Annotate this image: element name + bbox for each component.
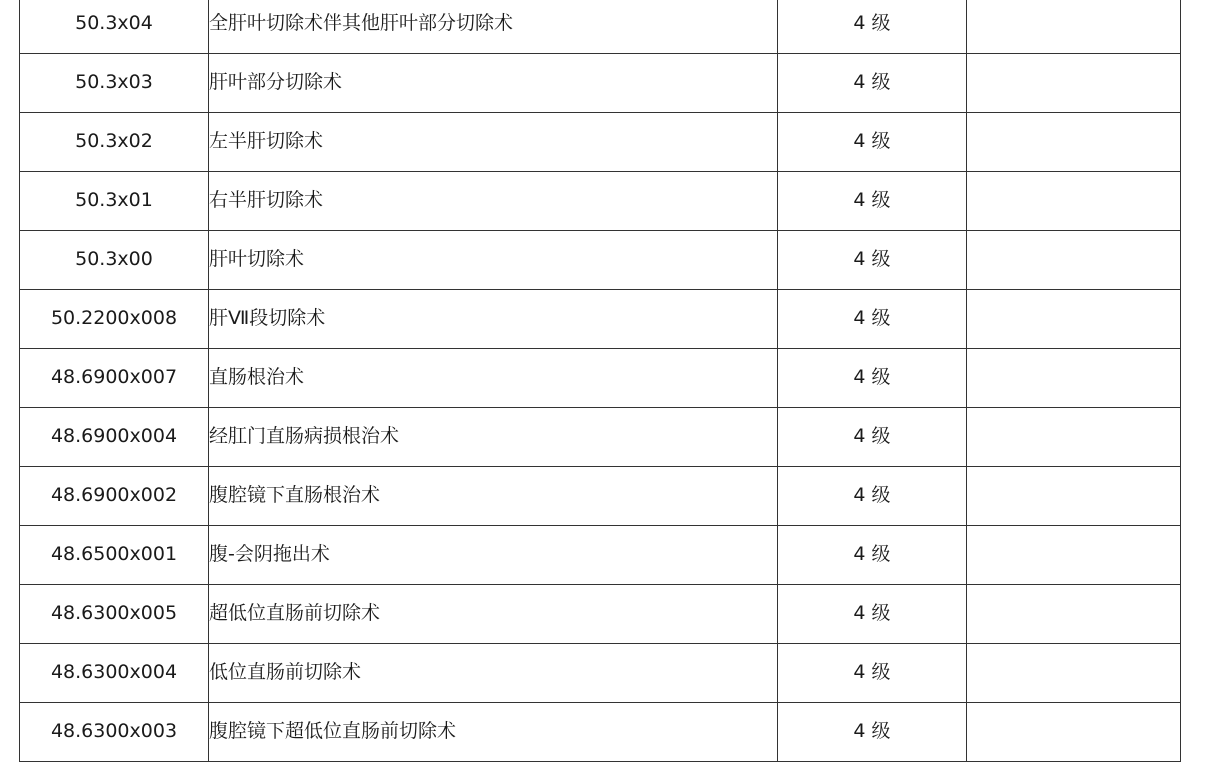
table-row: [20, 702, 1181, 761]
procedure-name-cell: 超低位直肠前切除术: [209, 584, 778, 643]
table-row: [20, 171, 1181, 230]
procedure-note-cell: [967, 112, 1181, 171]
procedure-name-cell: 肝叶切除术: [209, 230, 778, 289]
procedure-name-cell: 腹腔镜下直肠根治术: [209, 466, 778, 525]
table-row: [20, 525, 1181, 584]
procedure-name-cell: 肝叶部分切除术: [209, 53, 778, 112]
procedure-level-cell: 4 级: [778, 407, 967, 466]
procedure-note-cell: [967, 171, 1181, 230]
table-row: [20, 289, 1181, 348]
procedure-table: [19, 0, 1181, 762]
procedure-name-cell: 腹腔镜下超低位直肠前切除术: [209, 702, 778, 761]
table-row: [20, 466, 1181, 525]
procedure-level-cell: 4 级: [778, 53, 967, 112]
procedure-note-cell: [967, 584, 1181, 643]
procedure-level-cell: 4 级: [778, 348, 967, 407]
procedure-code-cell: 48.6300x003: [20, 702, 209, 761]
procedure-code-cell: 48.6900x007: [20, 348, 209, 407]
procedure-note-cell: [967, 53, 1181, 112]
procedure-note-cell: [967, 407, 1181, 466]
procedure-name-cell: 低位直肠前切除术: [209, 643, 778, 702]
procedure-name-cell: 肝Ⅶ段切除术: [209, 289, 778, 348]
procedure-level-cell: 4 级: [778, 643, 967, 702]
procedure-code-cell: 50.3x01: [20, 171, 209, 230]
table-row: [20, 53, 1181, 112]
procedure-note-cell: [967, 0, 1181, 53]
procedure-name-cell: 腹-会阴拖出术: [209, 525, 778, 584]
procedure-level-cell: 4 级: [778, 0, 967, 53]
procedure-level-cell: 4 级: [778, 230, 967, 289]
table-row: [20, 112, 1181, 171]
procedure-name-cell: 右半肝切除术: [209, 171, 778, 230]
procedure-code-cell: 50.3x00: [20, 230, 209, 289]
procedure-note-cell: [967, 289, 1181, 348]
procedure-code-cell: 48.6500x001: [20, 525, 209, 584]
table-row: [20, 584, 1181, 643]
procedure-code-cell: 50.3x02: [20, 112, 209, 171]
procedure-name-cell: 左半肝切除术: [209, 112, 778, 171]
procedure-code-cell: 48.6900x004: [20, 407, 209, 466]
procedure-level-cell: 4 级: [778, 171, 967, 230]
procedure-note-cell: [967, 230, 1181, 289]
table-row: [20, 348, 1181, 407]
procedure-table-body: [20, 0, 1181, 761]
table-row: [20, 0, 1181, 53]
table-row: [20, 643, 1181, 702]
procedure-code-cell: 48.6900x002: [20, 466, 209, 525]
procedure-level-cell: 4 级: [778, 112, 967, 171]
procedure-note-cell: [967, 348, 1181, 407]
procedure-name-cell: 直肠根治术: [209, 348, 778, 407]
procedure-note-cell: [967, 466, 1181, 525]
procedure-note-cell: [967, 525, 1181, 584]
procedure-code-cell: 50.3x03: [20, 53, 209, 112]
procedure-level-cell: 4 级: [778, 466, 967, 525]
procedure-name-cell: 全肝叶切除术伴其他肝叶部分切除术: [209, 0, 778, 53]
table-row: [20, 407, 1181, 466]
procedure-level-cell: 4 级: [778, 525, 967, 584]
procedure-code-cell: 48.6300x004: [20, 643, 209, 702]
procedure-note-cell: [967, 643, 1181, 702]
procedure-code-cell: 48.6300x005: [20, 584, 209, 643]
table-row: [20, 230, 1181, 289]
procedure-level-cell: 4 级: [778, 289, 967, 348]
procedure-note-cell: [967, 702, 1181, 761]
procedure-code-cell: 50.2200x008: [20, 289, 209, 348]
procedure-level-cell: 4 级: [778, 584, 967, 643]
procedure-level-cell: 4 级: [778, 702, 967, 761]
procedure-name-cell: 经肛门直肠病损根治术: [209, 407, 778, 466]
procedure-code-cell: 50.3x04: [20, 0, 209, 53]
